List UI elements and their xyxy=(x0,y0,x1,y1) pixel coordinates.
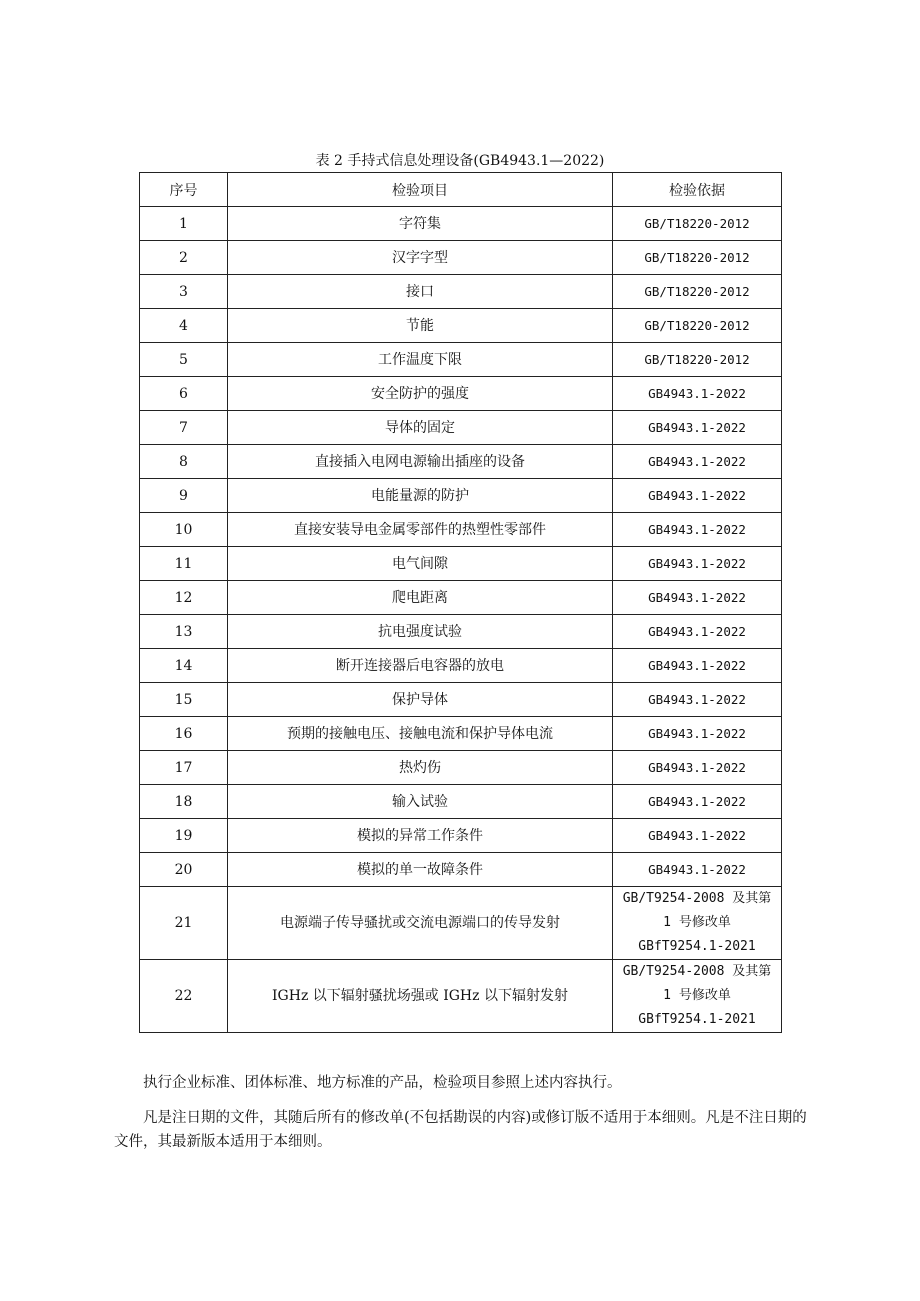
row-seq: 6 xyxy=(140,377,228,411)
table-row xyxy=(140,547,782,581)
table-row xyxy=(140,717,782,751)
row-basis: GB4943.1-2022 xyxy=(613,819,782,853)
inspection-items-table xyxy=(139,172,782,1033)
row-seq: 12 xyxy=(140,581,228,615)
table-row xyxy=(140,785,782,819)
row-seq: 17 xyxy=(140,751,228,785)
table-row xyxy=(140,581,782,615)
row-basis: GB/T9254-2008 及其第 1 号修改单 GBfT9254.1-2021 xyxy=(613,887,782,960)
table-caption: 表 2 手持式信息处理设备(GB4943.1—2022) xyxy=(315,153,605,169)
row-basis: GB4943.1-2022 xyxy=(613,547,782,581)
row-seq: 13 xyxy=(140,615,228,649)
row-item: 预期的接触电压、接触电流和保护导体电流 xyxy=(228,717,613,751)
row-item: 爬电距离 xyxy=(228,581,613,615)
row-item: IGHz 以下辐射骚扰场强或 IGHz 以下辐射发射 xyxy=(228,960,613,1033)
row-item: 电源端子传导骚扰或交流电源端口的传导发射 xyxy=(228,887,613,960)
row-seq: 11 xyxy=(140,547,228,581)
table-row xyxy=(140,275,782,309)
row-basis: GB4943.1-2022 xyxy=(613,717,782,751)
row-basis: GB4943.1-2022 xyxy=(613,377,782,411)
table-row xyxy=(140,445,782,479)
row-item: 安全防护的强度 xyxy=(228,377,613,411)
row-basis: GB4943.1-2022 xyxy=(613,581,782,615)
row-basis: GB/T18220-2012 xyxy=(613,343,782,377)
table-row xyxy=(140,615,782,649)
row-item: 工作温度下限 xyxy=(228,343,613,377)
table-row xyxy=(140,241,782,275)
row-item: 模拟的单一故障条件 xyxy=(228,853,613,887)
table-row xyxy=(140,309,782,343)
row-basis: GB4943.1-2022 xyxy=(613,411,782,445)
row-seq: 21 xyxy=(140,887,228,960)
row-basis: GB4943.1-2022 xyxy=(613,853,782,887)
row-item: 电气间隙 xyxy=(228,547,613,581)
row-basis: GB4943.1-2022 xyxy=(613,513,782,547)
table-row xyxy=(140,513,782,547)
row-item: 输入试验 xyxy=(228,785,613,819)
row-item: 直接插入电网电源输出插座的设备 xyxy=(228,445,613,479)
row-seq: 9 xyxy=(140,479,228,513)
row-seq: 10 xyxy=(140,513,228,547)
row-item: 节能 xyxy=(228,309,613,343)
table-row xyxy=(140,479,782,513)
row-basis: GB4943.1-2022 xyxy=(613,785,782,819)
row-seq: 4 xyxy=(140,309,228,343)
table-row xyxy=(140,853,782,887)
row-seq: 18 xyxy=(140,785,228,819)
row-seq: 7 xyxy=(140,411,228,445)
row-item: 汉字字型 xyxy=(228,241,613,275)
row-seq: 3 xyxy=(140,275,228,309)
row-seq: 20 xyxy=(140,853,228,887)
row-seq: 8 xyxy=(140,445,228,479)
row-item: 接口 xyxy=(228,275,613,309)
row-seq: 5 xyxy=(140,343,228,377)
row-item: 断开连接器后电容器的放电 xyxy=(228,649,613,683)
note-paragraph-2: 凡是注日期的文件，其随后所有的修改单(不包括勘误的内容)或修订版不适用于本细则。凡是不注日期的文件，其最新版本适用于本细则。 xyxy=(114,1110,807,1150)
table-row xyxy=(140,683,782,717)
row-item: 模拟的异常工作条件 xyxy=(228,819,613,853)
row-basis: GB4943.1-2022 xyxy=(613,479,782,513)
row-seq: 1 xyxy=(140,207,228,241)
table-row xyxy=(140,649,782,683)
row-item: 保护导体 xyxy=(228,683,613,717)
header-basis: 检验依据 xyxy=(613,173,782,207)
table-row xyxy=(140,960,782,1033)
note-paragraph-1: 执行企业标准、团体标准、地方标准的产品，检验项目参照上述内容执行。 xyxy=(143,1075,622,1091)
row-seq: 14 xyxy=(140,649,228,683)
row-seq: 2 xyxy=(140,241,228,275)
row-basis: GB4943.1-2022 xyxy=(613,615,782,649)
header-item: 检验项目 xyxy=(228,173,613,207)
row-basis: GB4943.1-2022 xyxy=(613,683,782,717)
table-row xyxy=(140,411,782,445)
table-row xyxy=(140,751,782,785)
row-basis: GB/T9254-2008 及其第 1 号修改单 GBfT9254.1-2021 xyxy=(613,960,782,1033)
header-seq: 序号 xyxy=(140,173,228,207)
row-basis: GB4943.1-2022 xyxy=(613,751,782,785)
table-row xyxy=(140,207,782,241)
row-seq: 19 xyxy=(140,819,228,853)
table-row xyxy=(140,819,782,853)
row-seq: 16 xyxy=(140,717,228,751)
row-seq: 22 xyxy=(140,960,228,1033)
row-basis: GB/T18220-2012 xyxy=(613,275,782,309)
row-item: 字符集 xyxy=(228,207,613,241)
row-item: 导体的固定 xyxy=(228,411,613,445)
table-row xyxy=(140,887,782,960)
table-header-row xyxy=(140,173,782,207)
row-item: 直接安装导电金属零部件的热塑性零部件 xyxy=(228,513,613,547)
row-basis: GB/T18220-2012 xyxy=(613,309,782,343)
row-basis: GB/T18220-2012 xyxy=(613,241,782,275)
row-basis: GB/T18220-2012 xyxy=(613,207,782,241)
table-row xyxy=(140,377,782,411)
row-basis: GB4943.1-2022 xyxy=(613,445,782,479)
row-seq: 15 xyxy=(140,683,228,717)
row-item: 热灼伤 xyxy=(228,751,613,785)
row-basis: GB4943.1-2022 xyxy=(613,649,782,683)
row-item: 电能量源的防护 xyxy=(228,479,613,513)
row-item: 抗电强度试验 xyxy=(228,615,613,649)
table-row xyxy=(140,343,782,377)
